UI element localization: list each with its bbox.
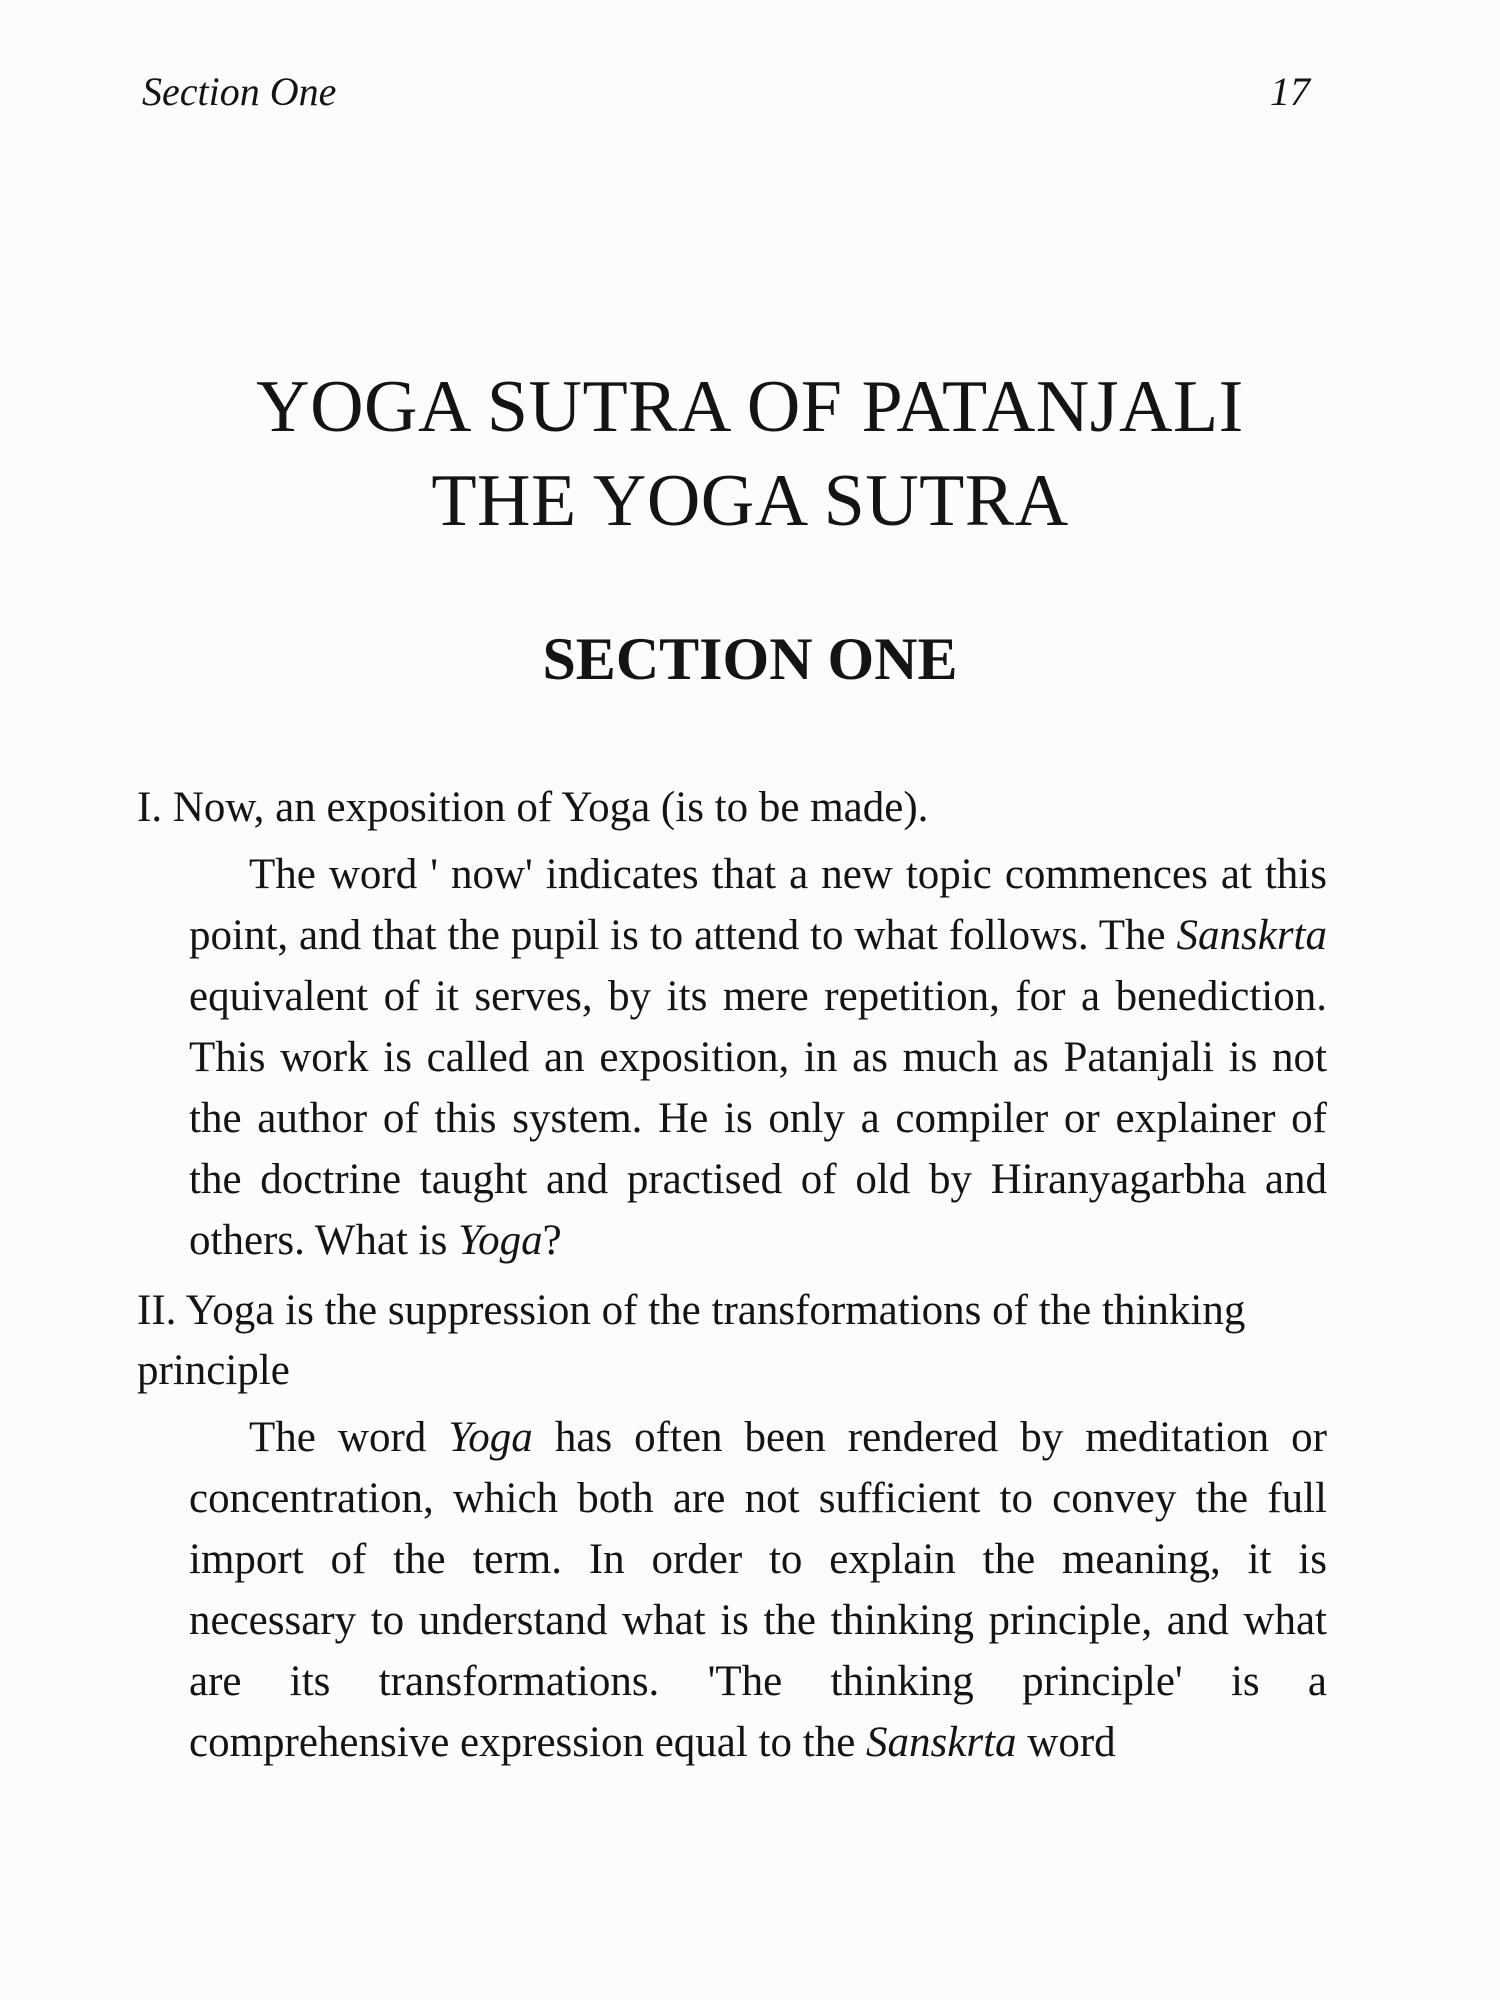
page-number: 17 xyxy=(1270,69,1310,114)
commentary-2-text: word xyxy=(1016,1719,1116,1766)
section-heading: SECTION ONE xyxy=(542,626,958,692)
commentary-1-term-sanskrta: Sanskrta xyxy=(1176,912,1327,959)
commentary-1-text: ? xyxy=(542,1217,562,1264)
sutra-1: I. Now, an exposition of Yoga (is to be made). xyxy=(137,784,929,831)
running-head xyxy=(142,68,1310,115)
sutra-2: II. Yoga is the suppression of the transformations of the thinking principle xyxy=(137,1287,1246,1394)
commentary-2-term-yoga: Yoga xyxy=(448,1414,533,1461)
commentary-1-text: The word ' now' indicates that a new topic commences at this point, and that the pupil is to attend to what follows. The xyxy=(189,851,1327,959)
book-title xyxy=(0,360,1500,548)
commentary-2-term-sanskrta: Sanskrta xyxy=(866,1719,1017,1766)
commentary-1-text: equivalent of it serves, by its mere repetition, for a benediction. This work is called an exposition, in as much as Patanjali is not the author of this system. He is only a compiler or explainer of the doctrine taught and practised of old by Hiranyagarbha and others. What is xyxy=(189,973,1327,1264)
body-text xyxy=(137,778,1327,1783)
commentary-2 xyxy=(189,1407,1327,1773)
commentary-1 xyxy=(189,844,1327,1271)
book-title-line-1: YOGA SUTRA OF PATANJALI xyxy=(256,366,1244,448)
running-head-section: Section One xyxy=(142,69,337,114)
commentary-1-term-yoga: Yoga xyxy=(458,1217,543,1264)
commentary-2-text: The word xyxy=(249,1414,449,1461)
commentary-2-text: has often been rendered by meditation or concentration, which both are not sufficient to convey the full import of the term. In order to explain the meaning, it is necessary to understand what is the thinking principle, and what are its transformations. 'The thinking principle' is a comprehensive expression equal to the xyxy=(189,1414,1327,1766)
book-title-line-2: THE YOGA SUTRA xyxy=(431,460,1069,542)
